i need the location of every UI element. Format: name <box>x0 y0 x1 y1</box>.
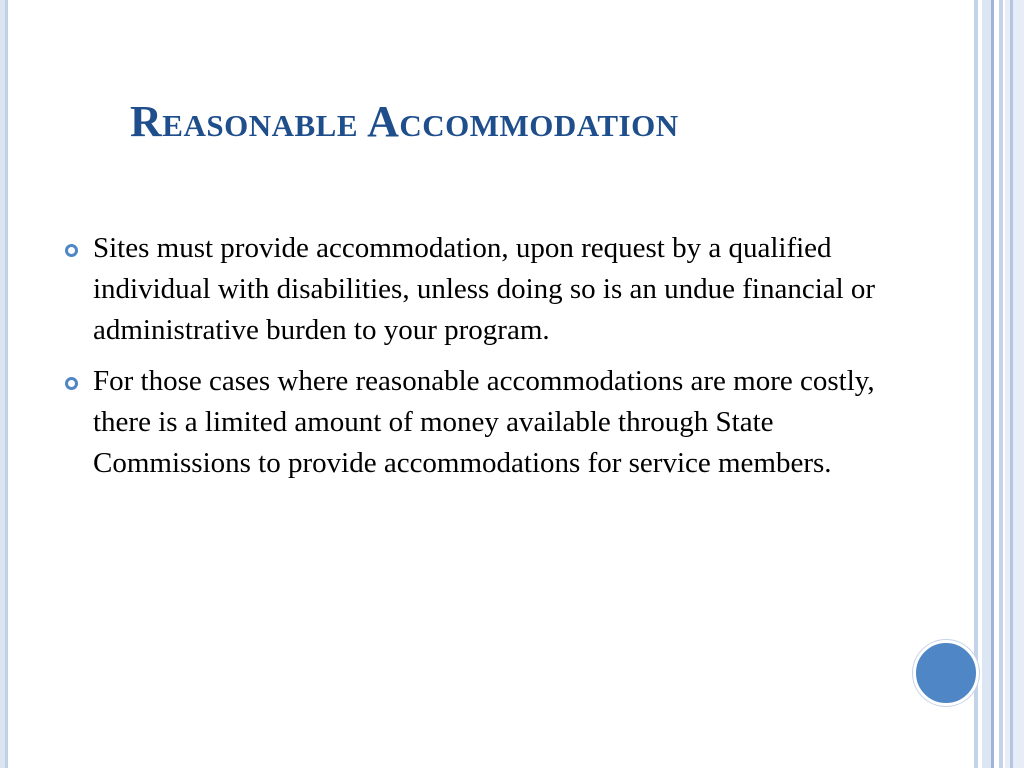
stripe-line <box>999 0 1003 768</box>
blue-circle-icon <box>913 640 979 706</box>
bullet-text: Sites must provide accommodation, upon request by a qualified individual with disabilities, unless doing so is an undue financial or administrative burden to your program. <box>93 232 876 346</box>
stripe-line <box>1005 0 1024 768</box>
bullet-circle-icon <box>65 377 78 390</box>
bullet-item <box>62 228 882 351</box>
bullet-text: For those cases where reasonable accommodations are more costly, there is a limited amount of money available through State Commissions to provide accommodations for service members. <box>93 365 875 479</box>
slide-title: Reasonable Accommodation <box>130 97 679 146</box>
stripe-line <box>1010 0 1013 768</box>
stripe-line <box>974 0 978 768</box>
stripe-line <box>982 0 991 768</box>
bullet-list <box>62 228 882 494</box>
stripe-line <box>991 0 994 768</box>
bullet-circle-icon <box>65 244 78 257</box>
left-border-decoration <box>0 0 8 768</box>
bullet-item <box>62 361 882 484</box>
right-stripe-decoration <box>974 0 1024 768</box>
